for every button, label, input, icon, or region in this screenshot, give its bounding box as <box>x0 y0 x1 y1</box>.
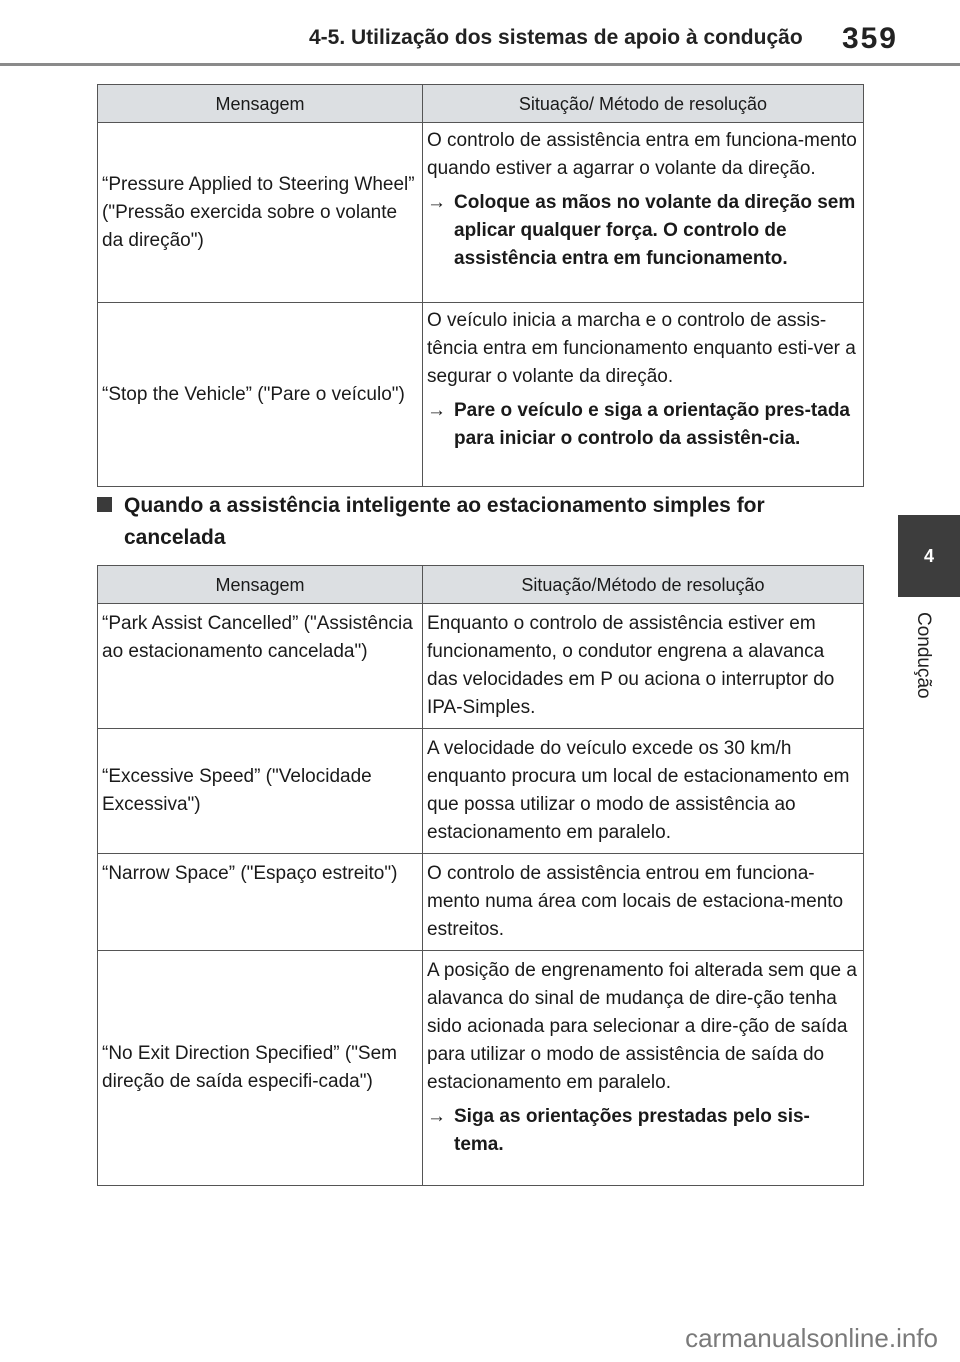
section-heading-text: Quando a assistência inteligente ao estacionamento simples for cancelada <box>124 494 765 549</box>
situation-cell: A velocidade do veículo excede os 30 km/h enquanto procura um local de estacionamento em que possa utilizar o modo de assistência ao estacionamento em paralelo. <box>423 729 864 854</box>
message-table-1 <box>97 84 864 487</box>
resolution-text: Siga as orientações prestadas pelo sis-tema. <box>454 1106 810 1155</box>
resolution-line <box>427 1103 859 1159</box>
watermark: carmanualsonline.info <box>685 1323 938 1353</box>
table-row <box>98 951 864 1186</box>
situation-cell: Enquanto o controlo de assistência estiver em funcionamento, o condutor engrena a alavanca das velocidades em P ou aciona o interruptor do IPA-Simples. <box>423 604 864 729</box>
situation-cell <box>423 951 864 1186</box>
situation-cell: O controlo de assistência entrou em funciona-mento numa área com locais de estaciona-mento estreitos. <box>423 854 864 951</box>
chapter-tab-label: Condução <box>913 612 934 699</box>
column-header-situation: Situação/ Método de resolução <box>423 85 864 123</box>
resolution-text: Pare o veículo e siga a orientação pres-tada para iniciar o controlo da assistên-cia. <box>454 400 850 449</box>
message-cell: “No Exit Direction Specified” ("Sem direção de saída especifi-cada") <box>98 951 423 1186</box>
table-row <box>98 303 864 487</box>
section-heading <box>97 490 867 554</box>
table-row <box>98 604 864 729</box>
arrow-icon: → <box>427 192 446 213</box>
page-number: 359 <box>841 22 898 55</box>
arrow-icon: → <box>427 400 446 421</box>
arrow-icon: → <box>427 1106 446 1127</box>
message-cell: “Pressure Applied to Steering Wheel” ("Pressão exercida sobre o volante da direção") <box>98 123 423 303</box>
message-cell: “Excessive Speed” ("Velocidade Excessiva") <box>98 729 423 854</box>
chapter-tab-number: 4 <box>898 515 960 597</box>
message-cell: “Narrow Space” ("Espaço estreito") <box>98 854 423 951</box>
table-row <box>98 729 864 854</box>
column-header-situation: Situação/Método de resolução <box>423 566 864 604</box>
square-bullet-icon <box>97 497 112 512</box>
resolution-line <box>427 397 859 453</box>
table-row <box>98 854 864 951</box>
column-header-message: Mensagem <box>98 85 423 123</box>
situation-cell <box>423 303 864 487</box>
message-cell: “Stop the Vehicle” ("Pare o veículo") <box>98 303 423 487</box>
running-header-title: 4-5. Utilização dos sistemas de apoio à condução <box>309 26 803 49</box>
situation-text: O controlo de assistência entra em funciona-mento quando estiver a agarrar o volante da direção. <box>427 130 857 179</box>
situation-text: O veículo inicia a marcha e o controlo de assis-tência entra em funcionamento enquanto esti-ver a segurar o volante da direção. <box>427 310 856 387</box>
table-header-row <box>98 85 864 123</box>
situation-cell <box>423 123 864 303</box>
table-header-row <box>98 566 864 604</box>
message-cell: “Park Assist Cancelled” ("Assistência ao estacionamento cancelada") <box>98 604 423 729</box>
column-header-message: Mensagem <box>98 566 423 604</box>
message-table-2 <box>97 565 864 1186</box>
resolution-text: Coloque as mãos no volante da direção sem aplicar qualquer força. O controlo de assistência entra em funcionamento. <box>454 192 856 269</box>
header-divider <box>0 63 960 66</box>
table-row <box>98 123 864 303</box>
resolution-line <box>427 189 859 273</box>
situation-text: A posição de engrenamento foi alterada sem que a alavanca do sinal de mudança de dire-ção tenha sido acionada para selecionar a dire-ção de saída para utilizar o modo de assistência de saída do estacionamento em paralelo. <box>427 960 857 1093</box>
